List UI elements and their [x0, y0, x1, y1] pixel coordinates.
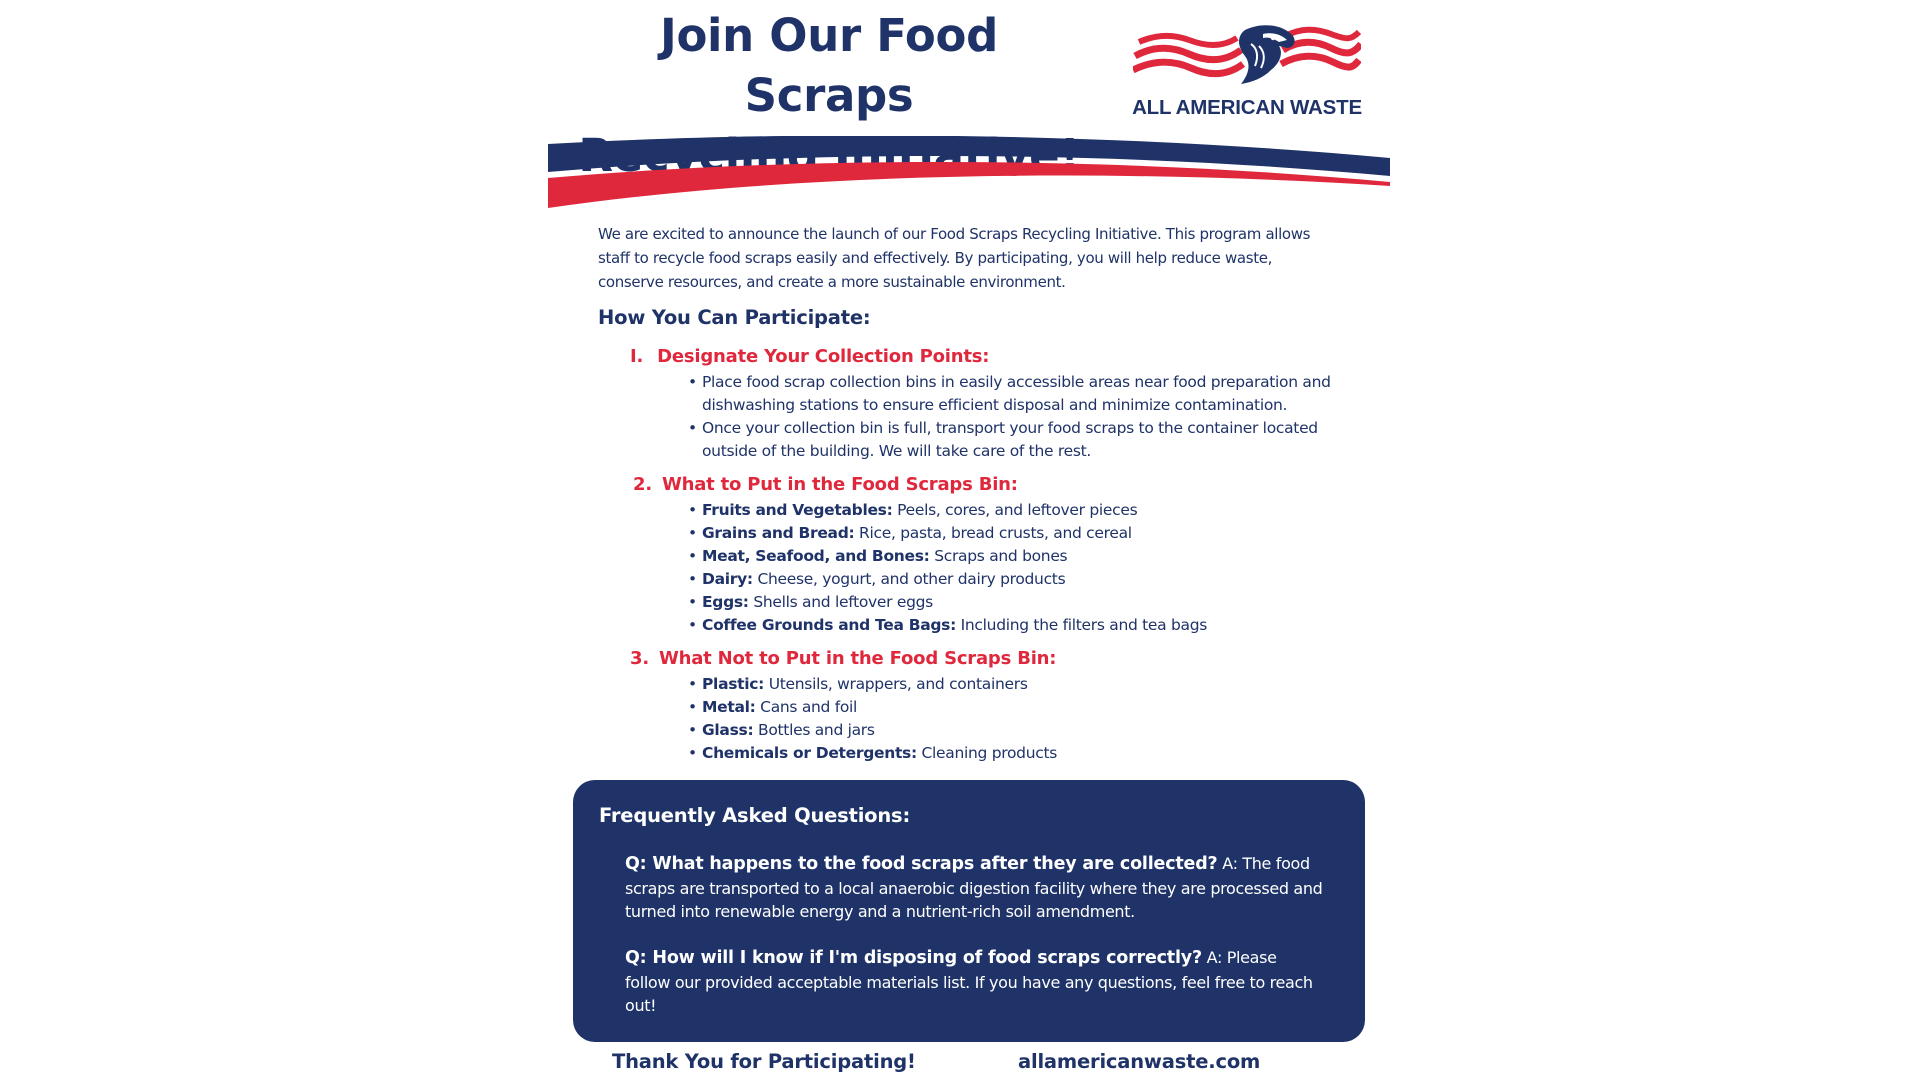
list-item [688, 522, 1207, 545]
section-number: 3. [630, 648, 649, 669]
item-term: Chemicals or Detergents: [702, 744, 917, 762]
logo-wordmark: ALL AMERICAN WASTE [1132, 96, 1362, 119]
bullet-icon: • [688, 373, 697, 391]
bullet-icon: • [688, 593, 697, 611]
bullet-icon: • [688, 744, 697, 762]
item-term: Plastic: [702, 675, 765, 693]
section-title: What Not to Put in the Food Scraps Bin: [658, 648, 1057, 669]
item-term: Dairy: [702, 570, 753, 588]
bullet-icon: • [688, 501, 697, 519]
participate-heading: How You Can Participate: [598, 306, 871, 329]
item-text: Rice, pasta, bread crusts, and cereal [859, 524, 1132, 542]
list-item [688, 696, 1057, 719]
faq-title: Frequently Asked Questions: [599, 804, 911, 827]
bullet-icon: • [688, 698, 697, 716]
bullet-icon: • [688, 547, 697, 565]
collection-points-list [688, 371, 1368, 463]
list-item [688, 545, 1207, 568]
item-text: Bottles and jars [758, 721, 875, 739]
title-line-1: Join Our Food Scraps [660, 9, 998, 122]
faq-item [625, 852, 1325, 924]
bullet-icon: • [688, 616, 697, 634]
item-text: Including the filters and tea bags [960, 616, 1208, 634]
list-item [688, 499, 1207, 522]
item-text: Place food scrap collection bins in easily accessible areas near food preparation and dishwashing stations to ensure efficient disposal and minimize contamination. [702, 373, 1331, 414]
list-item [688, 568, 1207, 591]
faq-box [573, 780, 1365, 1042]
item-text: Peels, cores, and leftover pieces [897, 501, 1138, 519]
section-title: Designate Your Collection Points: [657, 346, 990, 367]
faq-item [625, 946, 1325, 1018]
item-term: Fruits and Vegetables: [702, 501, 893, 519]
company-logo [1127, 22, 1367, 127]
list-item [688, 719, 1057, 742]
item-text: Cheese, yogurt, and other dairy products [757, 570, 1066, 588]
rejected-items-list [688, 673, 1057, 765]
item-text: Cleaning products [921, 744, 1058, 762]
section-heading-what-not-to-put [630, 648, 1056, 669]
item-term: Glass: [702, 721, 754, 739]
section-heading-collection-points [630, 346, 989, 367]
item-text: Utensils, wrappers, and containers [768, 675, 1028, 693]
item-text: Once your collection bin is full, transport your food scraps to the container located outside of the building. We will take care of the rest. [702, 419, 1318, 460]
section-title: What to Put in the Food Scraps Bin: [661, 474, 1018, 495]
accepted-items-list [688, 499, 1207, 637]
list-item [688, 591, 1207, 614]
list-item [688, 417, 1368, 463]
item-text: Cans and foil [760, 698, 858, 716]
section-heading-what-to-put [633, 474, 1018, 495]
section-number: 2. [633, 474, 652, 495]
faq-question: Q: How will I know if I'm disposing of food scraps correctly? [625, 948, 1202, 968]
bullet-icon: • [688, 419, 697, 437]
item-text: Scraps and bones [934, 547, 1068, 565]
flyer-page [548, 0, 1390, 1080]
item-term: Meat, Seafood, and Bones: [702, 547, 930, 565]
bullet-icon: • [688, 524, 697, 542]
list-item [688, 742, 1057, 765]
list-item [688, 371, 1368, 417]
list-item [688, 614, 1207, 637]
eagle-flag-icon [1133, 22, 1361, 94]
footer-thanks: Thank You for Participating! [612, 1050, 916, 1073]
bullet-icon: • [688, 721, 697, 739]
item-term: Grains and Bread: [702, 524, 855, 542]
item-term: Coffee Grounds and Tea Bags: [702, 616, 956, 634]
item-term: Eggs: [702, 593, 749, 611]
header-swoosh [548, 136, 1390, 210]
faq-question: Q: What happens to the food scraps after they are collected? [625, 854, 1218, 874]
item-term: Metal: [702, 698, 756, 716]
item-text: Shells and leftover eggs [753, 593, 933, 611]
list-item [688, 673, 1057, 696]
section-number: I. [630, 346, 644, 367]
faq-answer: A: Please follow our provided acceptable materials list. If you have any questions, feel free to reach out! [625, 948, 1313, 1015]
footer-website-link[interactable]: allamericanwaste.com [1018, 1050, 1261, 1073]
bullet-icon: • [688, 675, 697, 693]
faq-answer: A: The food scraps are transported to a local anaerobic digestion facility where they are processed and turned into renewable energy and a nutrient-rich soil amendment. [625, 854, 1323, 921]
intro-paragraph: We are excited to announce the launch of our Food Scraps Recycling Initiative. This program allows staff to recycle food scraps easily and effectively. By participating, you will help reduce waste, conserve resources, and create a more sustainable environment. [598, 225, 1311, 291]
bullet-icon: • [688, 570, 697, 588]
